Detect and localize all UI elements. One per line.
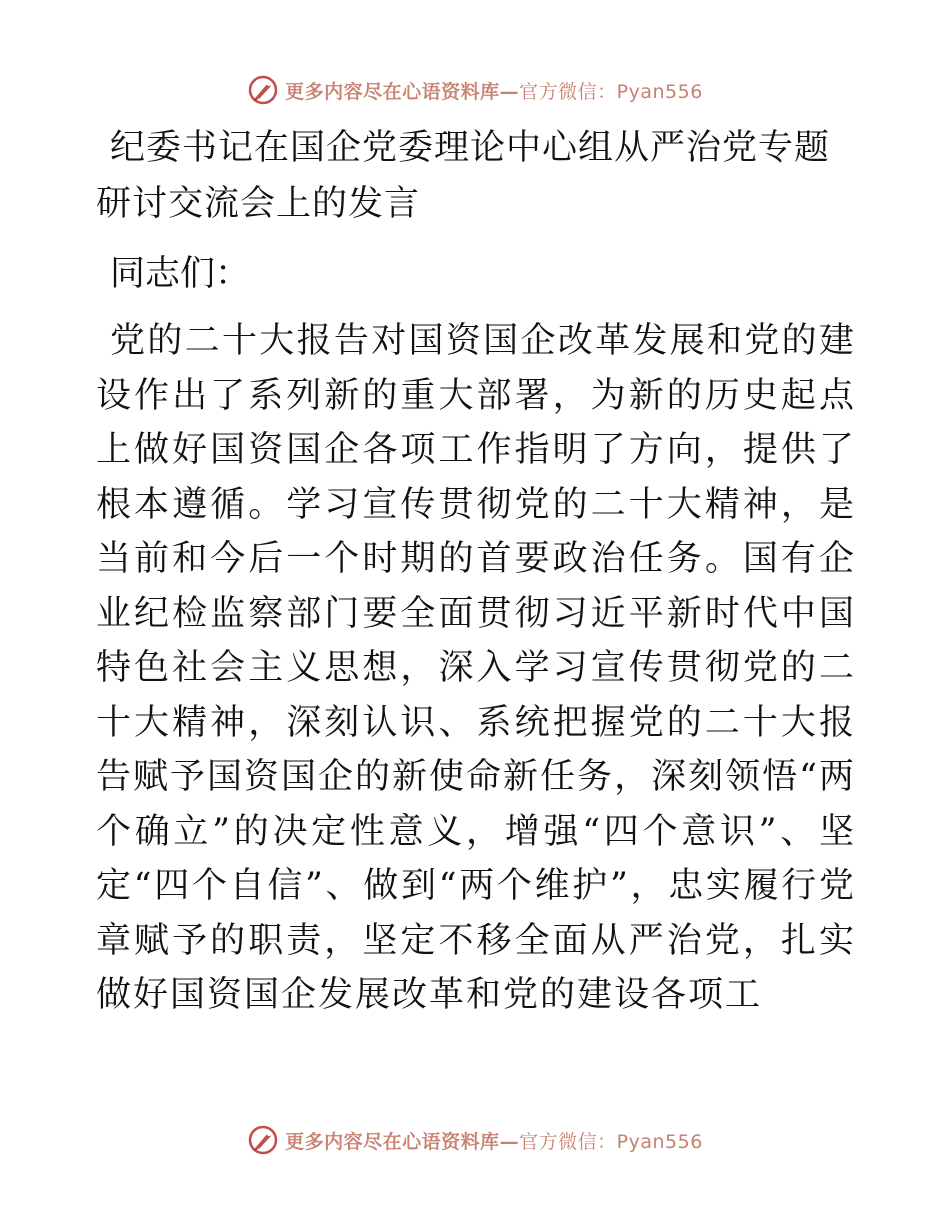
document-title: 纪委书记在国企党委理论中心组从严治党专题研讨交流会上的发言 [96,128,831,224]
salutation: 同志们： [110,254,251,294]
pen-logo-icon [247,74,279,106]
watermark-text: 更多内容尽在心语资料库—官方微信：Pyan556 [285,1130,703,1153]
watermark-text: 更多内容尽在心语资料库—官方微信：Pyan556 [285,80,703,103]
pen-logo-icon [247,1124,279,1156]
footer-watermark [0,1122,950,1158]
document-content [96,120,856,1023]
header-watermark [0,72,950,108]
body-paragraph: 党的二十大报告对国资国企改革发展和党的建设作出了系列新的重大部署，为新的历史起点上做好国资国企各项工作指明了方向，提供了根本遵循。学习宣传贯彻党的二十大精神，是当前和今后一个时期的首要政治任务。国有企业纪检监察部门要全面贯彻习近平新时代中国特色社会主义思想，深入学习宣传贯彻党的二十大精神，深刻认识、系统把握党的二十大报告赋予国资国企的新使命新任务，深刻领悟“两个确立”的决定性意义，增强“四个意识”、坚定“四个自信”、做到“两个维护”，忠实履行党章赋予的职责，坚定不移全面从严治党，扎实做好国资国企发展改革和党的建设各项工 [96,321,856,1015]
